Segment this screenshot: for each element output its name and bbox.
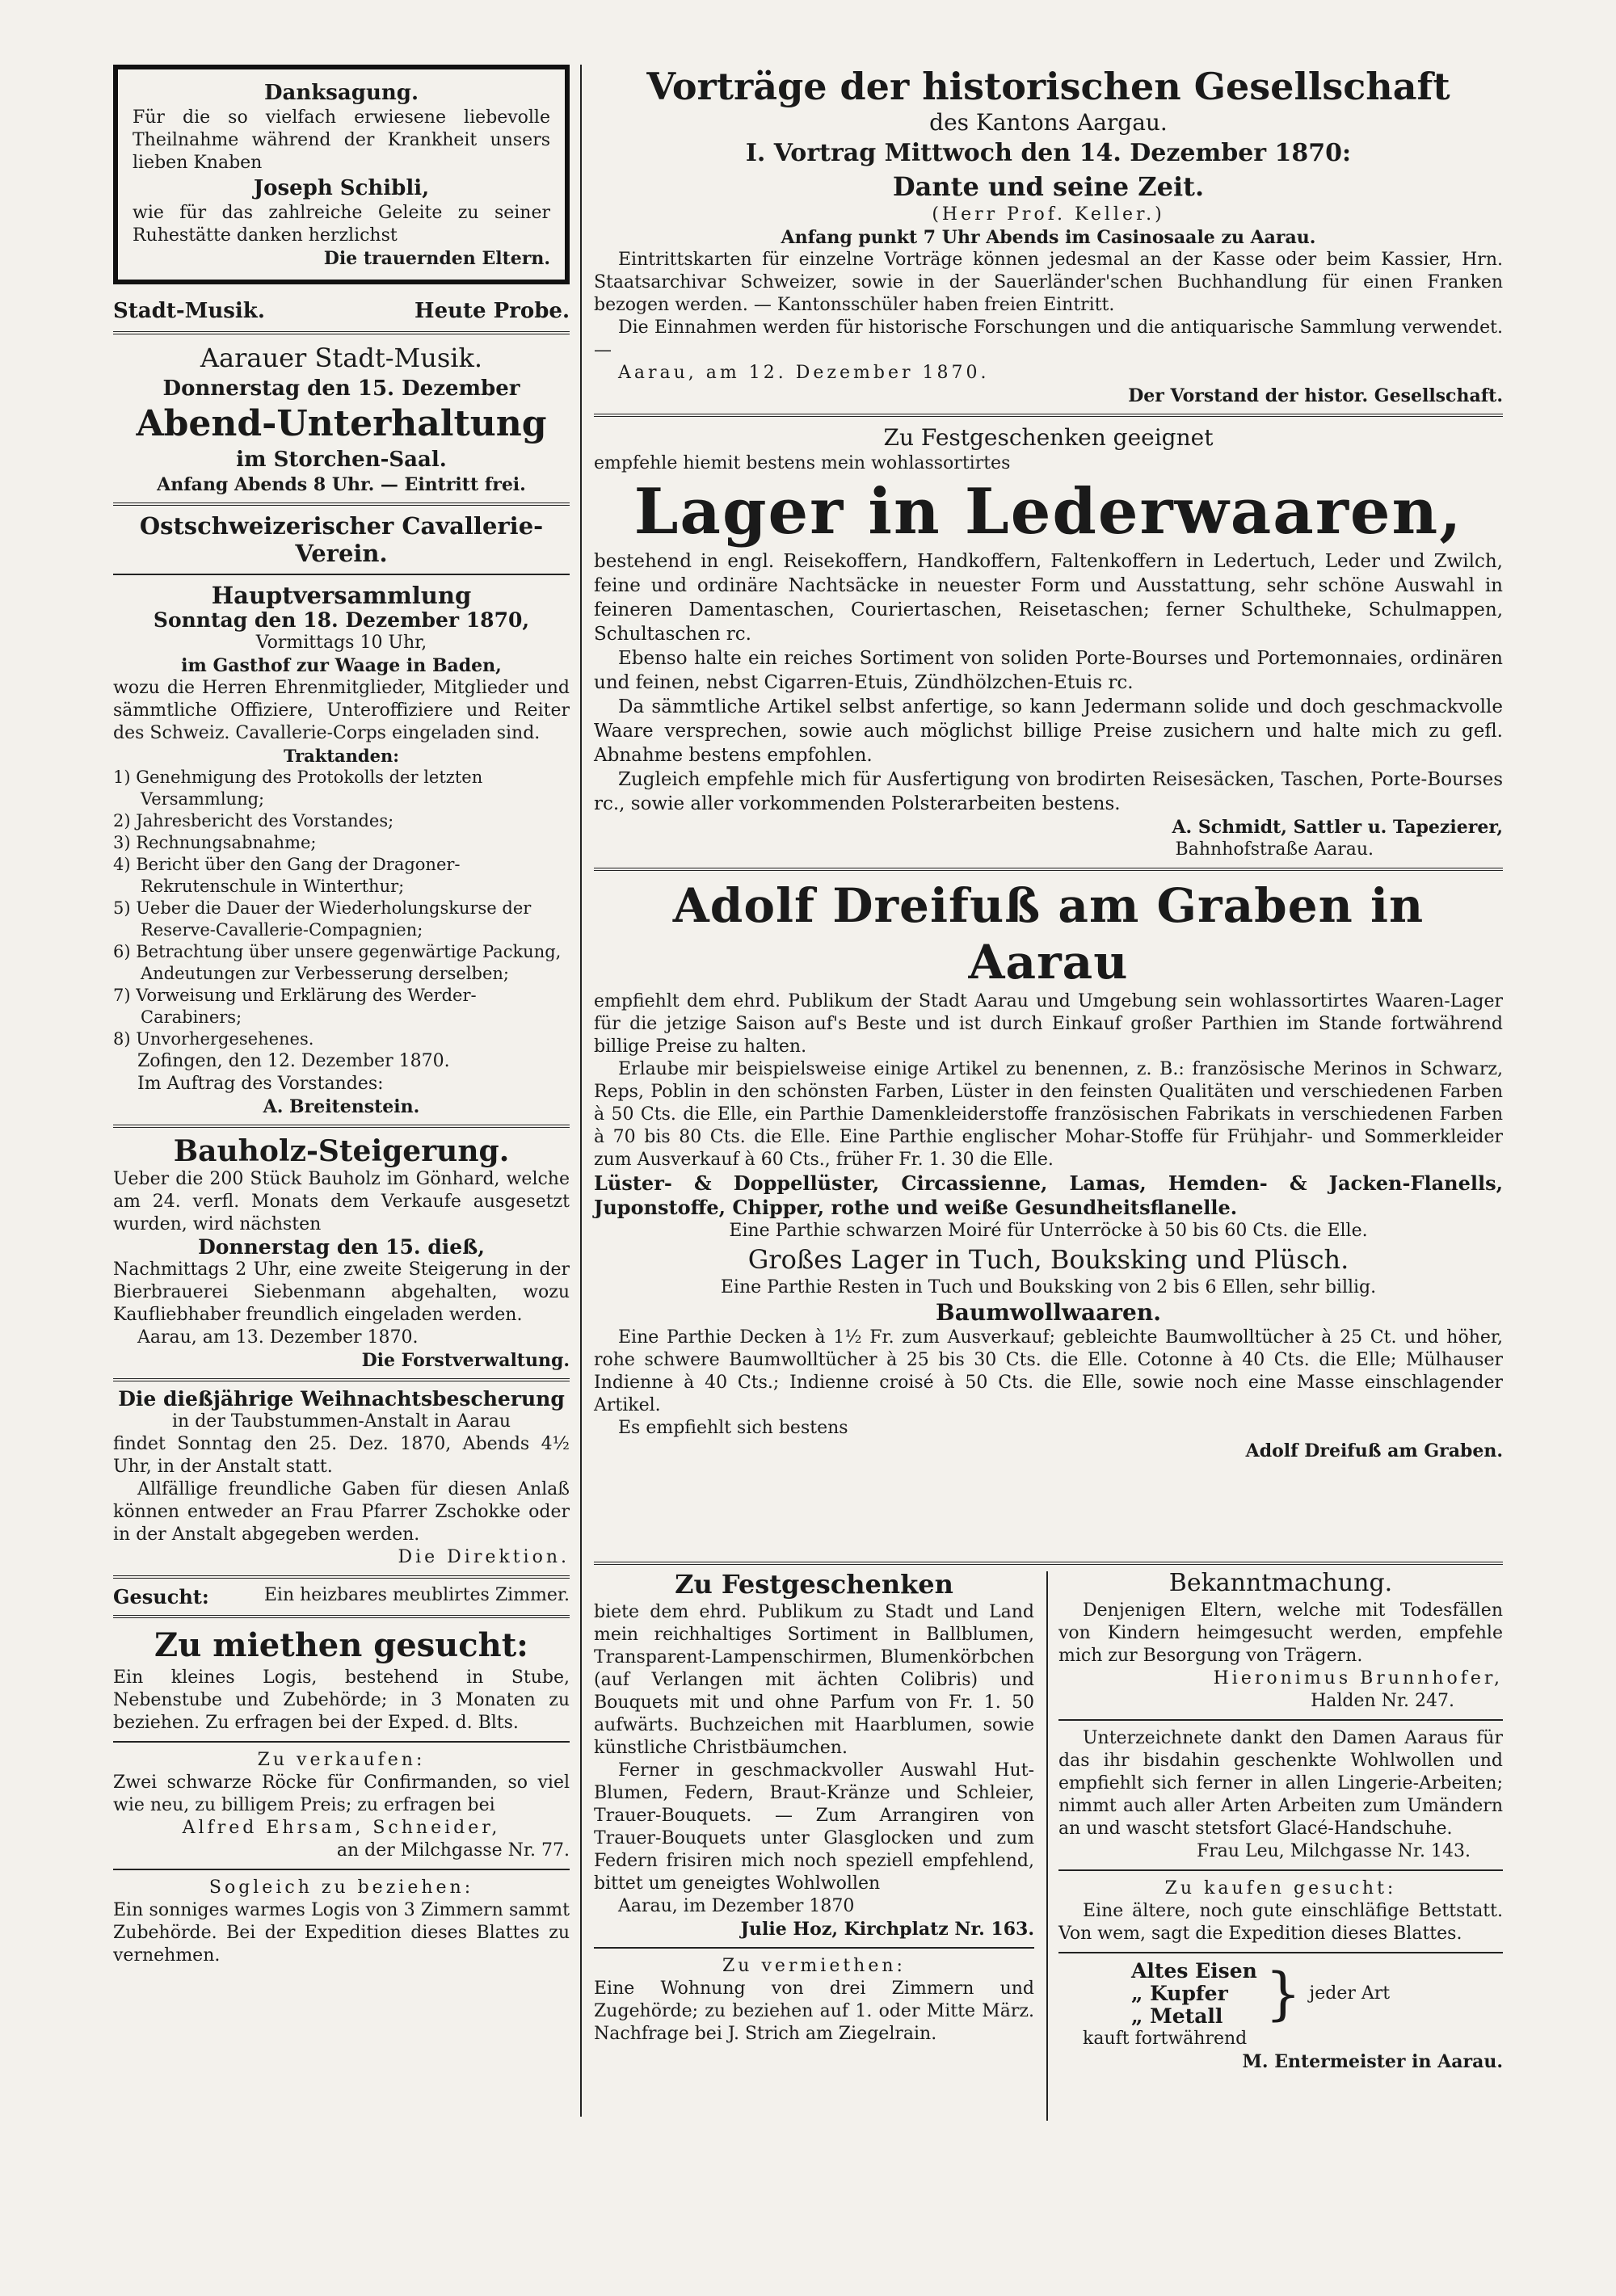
probe-label: Heute Probe. [415, 299, 570, 323]
gesucht-label: Gesucht: [113, 1585, 209, 1608]
cavallerie-place-date: Zofingen, den 12. Dezember 1870. [137, 1051, 450, 1071]
right-column [594, 65, 1503, 1462]
fest2-place-date: Aarau, im Dezember 1870 [618, 1896, 855, 1916]
eisen-item: „ Kupfer [1131, 1982, 1228, 2005]
thanks-notice [113, 65, 570, 284]
vortraege-line: I. Vortrag Mittwoch den 14. Dezember 1870: [745, 139, 1352, 167]
dreifuss-text-1: empfiehlt dem ehrd. Publikum der Stadt Aarau und Umgebung sein wohlassortirtes Waaren-Lager für die jetzige Saison auf's Beste und ist durch Einkauf großer Parthien im Stande fortwährend billige Preise zu halten. [594, 991, 1503, 1057]
vortraege-start: Anfang punkt 7 Uhr Abends im Casinosaale zu Aarau. [781, 227, 1316, 248]
thanks-text-2: wie für das zahlreiche Geleite zu seiner Ruhestätte danken herzlichst [133, 203, 550, 246]
bauholz-text-1: Ueber die 200 Stück Bauholz im Gönhard, welche am 24. verfl. Monats dem Verkaufe ausgesetzt wurden, wird nächsten [113, 1169, 570, 1234]
kaufen-ad [1058, 1878, 1503, 1945]
verkaufen-ad [113, 1749, 570, 1862]
list-item: 8) Unvorhergesehenes. [113, 1029, 314, 1049]
dreifuss-text-6: Eine Parthie Decken à 1½ Fr. zum Ausverkauf; gebleichte Baumwolltücher à 25 Ct. und höher, rohe schwere Baumwolltücher à 25 bis 30 Cts. die Elle. Cotonne à 40 Cts. die Elle; Mülhauser Indienne à 40 Cts.; Indienne croisé à 50 Cts. die Elle, sowie noch eine Masse einschlagender Artikel. [594, 1327, 1503, 1415]
dreifuss-head-3: Baumwollwaaren. [936, 1299, 1161, 1326]
kaufen-body: Eine ältere, noch gute einschläfige Bettstatt. Von wem, sagt die Expedition dieses Blattes. [1058, 1901, 1503, 1944]
thanks-name: Joseph Schibli, [253, 176, 430, 200]
weihnacht-text-1: findet Sonntag den 25. Dez. 1870, Abends 4½ Uhr, in der Anstalt statt. [113, 1434, 570, 1477]
vortraege-place-date: Aarau, am 12. Dezember 1870. [618, 363, 990, 383]
cavallerie-head: Ostschweizerischer Cavallerie-Verein. [139, 512, 544, 567]
verkaufen-head: Zu verkaufen: [257, 1750, 426, 1770]
left-column [113, 65, 570, 1967]
dreifuss-signature: Adolf Dreifuß am Graben. [1245, 1440, 1503, 1461]
vortraege-title: Vorträge der historischen Gesellschaft [646, 65, 1450, 108]
column-divider-lower [1046, 1571, 1048, 2121]
beziehen-head: Sogleich zu beziehen: [208, 1878, 474, 1898]
leder-title: Lager in Lederwaaren, [633, 475, 1463, 549]
bauholz-ad [113, 1134, 570, 1372]
fest2-text-2: Ferner in geschmackvoller Auswahl Hut-Blumen, Federn, Braut-Kränze und Schleier, Trauer-Bouquets. — Zum Arrangiren von Trauer-Bouquets unter Glasglocken und zum Federn frisiren mich noch speziell empfehlend, bittet um geneigtes Wohlwollen [594, 1760, 1034, 1894]
dreifuss-text-7: Es empfiehlt sich bestens [618, 1418, 848, 1438]
thanks-text-1: Für die so vielfach erwiesene liebevolle Theilnahme während der Krankheit unsers lieben Knaben [133, 107, 550, 173]
vortraege-signature: Der Vorstand der histor. Gesellschaft. [1128, 385, 1503, 406]
vermiethen-head: Zu vermiethen: [722, 1956, 906, 1976]
vortraege-text-2: Die Einnahmen werden für historische Forschungen und die antiquarische Sammlung verwendet. — [594, 317, 1503, 360]
vermiethen-ad [594, 1955, 1034, 2046]
list-item: 3) Rechnungsabnahme; [113, 833, 317, 852]
list-item: 7) Vorweisung und Erklärung des Werder-Carabiners; [113, 986, 477, 1027]
cavallerie-title: Hauptversammlung [211, 582, 472, 609]
cavallerie-date: Sonntag den 18. Dezember 1870, [153, 608, 530, 632]
eisen-signature: M. Entermeister in Aarau. [1242, 2051, 1503, 2072]
leu-body: Unterzeichnete dankt den Damen Aaraus für das ihr bisdahin geschenkte Wohlwollen und empfiehlt sich ferner in allen Lingerie-Arbeiten; nimmt auch aller Arten Arbeiten zum Umändern an und wascht stetsfort Glacé-Handschuhe. [1058, 1728, 1503, 1839]
list-item: 4) Bericht über den Gang der Dragoner-Rekrutenschule in Winterthur; [113, 855, 461, 896]
bekanntmachung-ad [1058, 1567, 1503, 1713]
miethen-ad [113, 1625, 570, 1735]
list-item: 2) Jahresbericht des Vorstandes; [113, 811, 394, 831]
dreifuss-head-2: Großes Lager in Tuch, Bouksking und Plüsch. [747, 1244, 1349, 1275]
brace-icon: } [1265, 1961, 1302, 2027]
bauholz-date: Donnerstag den 15. dieß, [198, 1235, 485, 1259]
fest2-title: Zu Festgeschenken [675, 1569, 953, 1600]
dreifuss-text-2: Erlaube mir beispielsweise einige Artikel zu benennen, z. B.: französische Merinos in Schwarz, Reps, Poblin in den schönsten Farben, Lüster in den feinsten Qualitäten und verschiedenen Farben à 50 Cts. die Elle, ein Parthie Damenkleiderstoffe französischen Fabrikats in verschiedenen Farben à 70 bis 80 Cts. die Elle. Eine Parthie englischer Mohar-Stoffe für Frühjahr- und Sommerkleider zum Ausverkauf à 60 Cts., früher Fr. 1. 30 die Elle. [594, 1059, 1503, 1170]
bauholz-place-date: Aarau, am 13. Dezember 1870. [137, 1327, 419, 1348]
bauholz-signature: Die Forstverwaltung. [361, 1350, 570, 1371]
dreifuss-text-3: Lüster- & Doppellüster, Circassienne, Lamas, Hemden- & Jacken-Flanells, Juponstoffe, Chipper, rothe und weiße Gesundheitsflanelle. [594, 1171, 1503, 1219]
bauholz-title: Bauholz-Steigerung. [173, 1134, 510, 1168]
cavallerie-time: Vormittags 10 Uhr, [255, 633, 427, 653]
lingerie-ad [1058, 1727, 1503, 1863]
dreifuss-text-5: Eine Parthie Resten in Tuch und Bouksking von 2 bis 6 Ellen, sehr billig. [720, 1277, 1377, 1297]
traktanden-list [113, 767, 570, 1050]
leder-signature: A. Schmidt, Sattler u. Tapezierer, [1172, 817, 1503, 838]
bekannt-name: Hieronimus Brunnhofer, [1213, 1668, 1503, 1688]
list-item: 5) Ueber die Dauer der Wiederholungskurse der Reserve-Cavallerie-Compagnien; [113, 898, 532, 940]
eisen-ad [1058, 1960, 1503, 2073]
vortraege-topic: Dante und seine Zeit. [892, 171, 1205, 202]
bekannt-body: Denjenigen Eltern, welche mit Todesfällen von Kindern heimgesucht werden, empfehle mich zur Besorgung von Trägern. [1058, 1600, 1503, 1666]
dreifuss-title: Adolf Dreifuß am Graben in Aarau [672, 878, 1425, 990]
weihnacht-title: Die dießjährige Weihnachtsbescherung [118, 1387, 565, 1411]
right-lower-right-column [1058, 1567, 1503, 2073]
beziehen-body: Ein sonniges warmes Logis von 3 Zimmern sammt Zubehörde. Bei der Expedition dieses Blattes zu vernehmen. [113, 1900, 570, 1966]
bauholz-text-2: Nachmittags 2 Uhr, eine zweite Steigerung in der Bierbrauerei Siebenmann abgehalten, wozu Kaufliebhaber freundlich eingeladen werden. [113, 1259, 570, 1325]
leder-intro: Zu Festgeschenken geeignet [883, 424, 1214, 451]
eisen-buy: kauft fortwährend [1083, 2029, 1248, 2049]
weihnacht-text-2: Allfällige freundliche Gaben für diesen Anlaß können entweder an Frau Pfarrer Zschokke oder in der Anstalt abgegeben werden. [113, 1479, 570, 1545]
bekannt-addr: Halden Nr. 247. [1311, 1691, 1454, 1711]
cavallerie-body: wozu die Herren Ehrenmitglieder, Mitglieder und sämmtliche Offiziere, Unteroffiziere und Reiter des Schweiz. Cavallerie-Corps eingeladen sind. [113, 678, 570, 743]
gesucht-ad [113, 1585, 570, 1608]
leu-signature: Frau Leu, Milchgasse Nr. 143. [1196, 1841, 1471, 1861]
list-item: 6) Betrachtung über unsere gegenwärtige Packung, Andeutungen zur Verbesserung derselben; [113, 942, 562, 983]
fest2-text-1: biete dem ehrd. Publikum zu Stadt und Land mein reichhaltiges Sortiment in Ballblumen, Transparent-Lampenschirmen, Blumenkörbchen (auf Verlangen mit ächten Colibris) und Bouquets mit und ohne Parfum von Fr. 1. 50 aufwärts. Buchzeichen mit Haarblumen, sowie künstliche Christbäumchen. [594, 1602, 1034, 1758]
eisen-item: „ Metall [1131, 2004, 1223, 2028]
leder-text-1: bestehend in engl. Reisekoffern, Handkoffern, Faltenkoffern in Ledertuch, Leder und Zwilch, feine und ordinäre Nachtsäcke in neuester Form und Ausstattung, sehr schöne Auswahl in feineren Damentaschen, Couriertaschen, Reisetaschen; ferner Schultheke, Schulmappen, Schultaschen rc. [594, 551, 1503, 645]
gesucht-text: Ein heizbares meublirtes Zimmer. [263, 1585, 570, 1605]
cavallerie-place: im Gasthof zur Waage in Baden, [181, 655, 502, 676]
weihnacht-ad [113, 1388, 570, 1569]
weihnacht-signature: Die Direktion. [398, 1547, 570, 1567]
dreifuss-text-4: Eine Parthie schwarzen Moiré für Unterröcke à 50 bis 60 Cts. die Elle. [729, 1221, 1368, 1241]
right-lower-left-column [594, 1567, 1034, 2046]
aarauer-title: Abend-Unterhaltung [136, 403, 547, 444]
lederwaaren-ad [594, 423, 1503, 861]
cavallerie-signature: A. Breitenstein. [263, 1096, 420, 1117]
miethen-body: Ein kleines Logis, bestehend in Stube, Nebenstube und Zubehörde; in 3 Monaten zu beziehen. Zu erfragen bei der Exped. d. Blts. [113, 1667, 570, 1733]
thanks-signature: Die trauernden Eltern. [323, 248, 550, 269]
leder-text-2: Ebenso halte ein reiches Sortiment von soliden Porte-Bourses und Portemonnaies, ordinären und feinen, nebst Cigarren-Etuis, Zündhölzchen-Etuis rc. [594, 648, 1503, 693]
cavallerie-auftrag: Im Auftrag des Vorstandes: [137, 1074, 384, 1094]
leder-addr: Bahnhofstraße Aarau. [1175, 839, 1374, 860]
section-rule [594, 1562, 1503, 1565]
festgeschenke-ad [594, 1567, 1034, 1941]
verkaufen-name: Alfred Ehrsam, Schneider, [182, 1818, 501, 1838]
kaufen-head: Zu kaufen gesucht: [1164, 1878, 1397, 1899]
cavallerie-ad [113, 512, 570, 1118]
bekannt-title: Bekanntmachung. [1168, 1569, 1393, 1597]
vortraege-speaker: (Herr Prof. Keller.) [932, 204, 1165, 225]
thanks-title: Danksagung. [263, 81, 419, 105]
list-item: 1) Genehmigung des Protokolls der letzten Versammlung; [113, 767, 483, 809]
beziehen-ad [113, 1877, 570, 1967]
weihnacht-sub: in der Taubstummen-Anstalt in Aarau [172, 1411, 511, 1432]
fest2-signature: Julie Hoz, Kirchplatz Nr. 163. [740, 1919, 1034, 1940]
vortraege-text-1: Eintrittskarten für einzelne Vorträge können jedesmal an der Kasse oder beim Kassier, Hrn. Staatsarchivar Schweizer, sowie in der Sauerländer'schen Buchhandlung für einen Franken bezogen werden. — Kantonsschüler haben freien Eintritt. [594, 250, 1503, 315]
eisen-any: jeder Art [1309, 1983, 1391, 2004]
eisen-item: Altes Eisen [1131, 1959, 1257, 1983]
eisen-list [1058, 1960, 1503, 2028]
aarauer-head: Aarauer Stadt-Musik. [200, 343, 483, 373]
vermiethen-body: Eine Wohnung von drei Zimmern und Zugehörde; zu beziehen auf 1. oder Mitte März. Nachfrage bei J. Strich am Ziegelrain. [594, 1979, 1034, 2044]
aarauer-stadtmusik-ad [113, 341, 570, 496]
leder-text-4: Zugleich empfehle mich für Ausfertigung von brodirten Reisesäcken, Taschen, Porte-Bourses rc., sowie aller vorkommenden Polsterarbeiten bestens. [594, 769, 1503, 814]
leder-intro-2: empfehle hiemit bestens mein wohlassortirtes [594, 453, 1011, 473]
leder-text-3: Da sämmtliche Artikel selbst anfertige, so kann Jedermann solide und doch geschmackvolle Waare versprechen, sowie auch möglichst billige Preise zusichern und halte mich zu gefl. Abnahme bestens empfohlen. [594, 696, 1503, 766]
aarauer-place: im Storchen-Saal. [236, 448, 447, 472]
dreifuss-ad [594, 877, 1503, 1462]
column-divider [580, 65, 582, 2117]
miethen-title: Zu miethen gesucht: [154, 1626, 528, 1664]
verkaufen-body: Zwei schwarze Röcke für Confirmanden, so viel wie neu, zu billigem Preis; zu erfragen bei [113, 1772, 570, 1815]
aarauer-date: Donnerstag den 15. Dezember [162, 376, 520, 401]
verkaufen-addr: an der Milchgasse Nr. 77. [336, 1840, 570, 1861]
aarauer-start: Anfang Abends 8 Uhr. — Eintritt frei. [157, 474, 526, 495]
traktanden-head: Traktanden: [284, 746, 399, 766]
stadtmusik-probe [113, 297, 570, 325]
vortraege-sub: des Kantons Aargau. [929, 109, 1168, 136]
vortraege-ad [594, 65, 1503, 407]
stadtmusik-label: Stadt-Musik. [113, 299, 265, 323]
